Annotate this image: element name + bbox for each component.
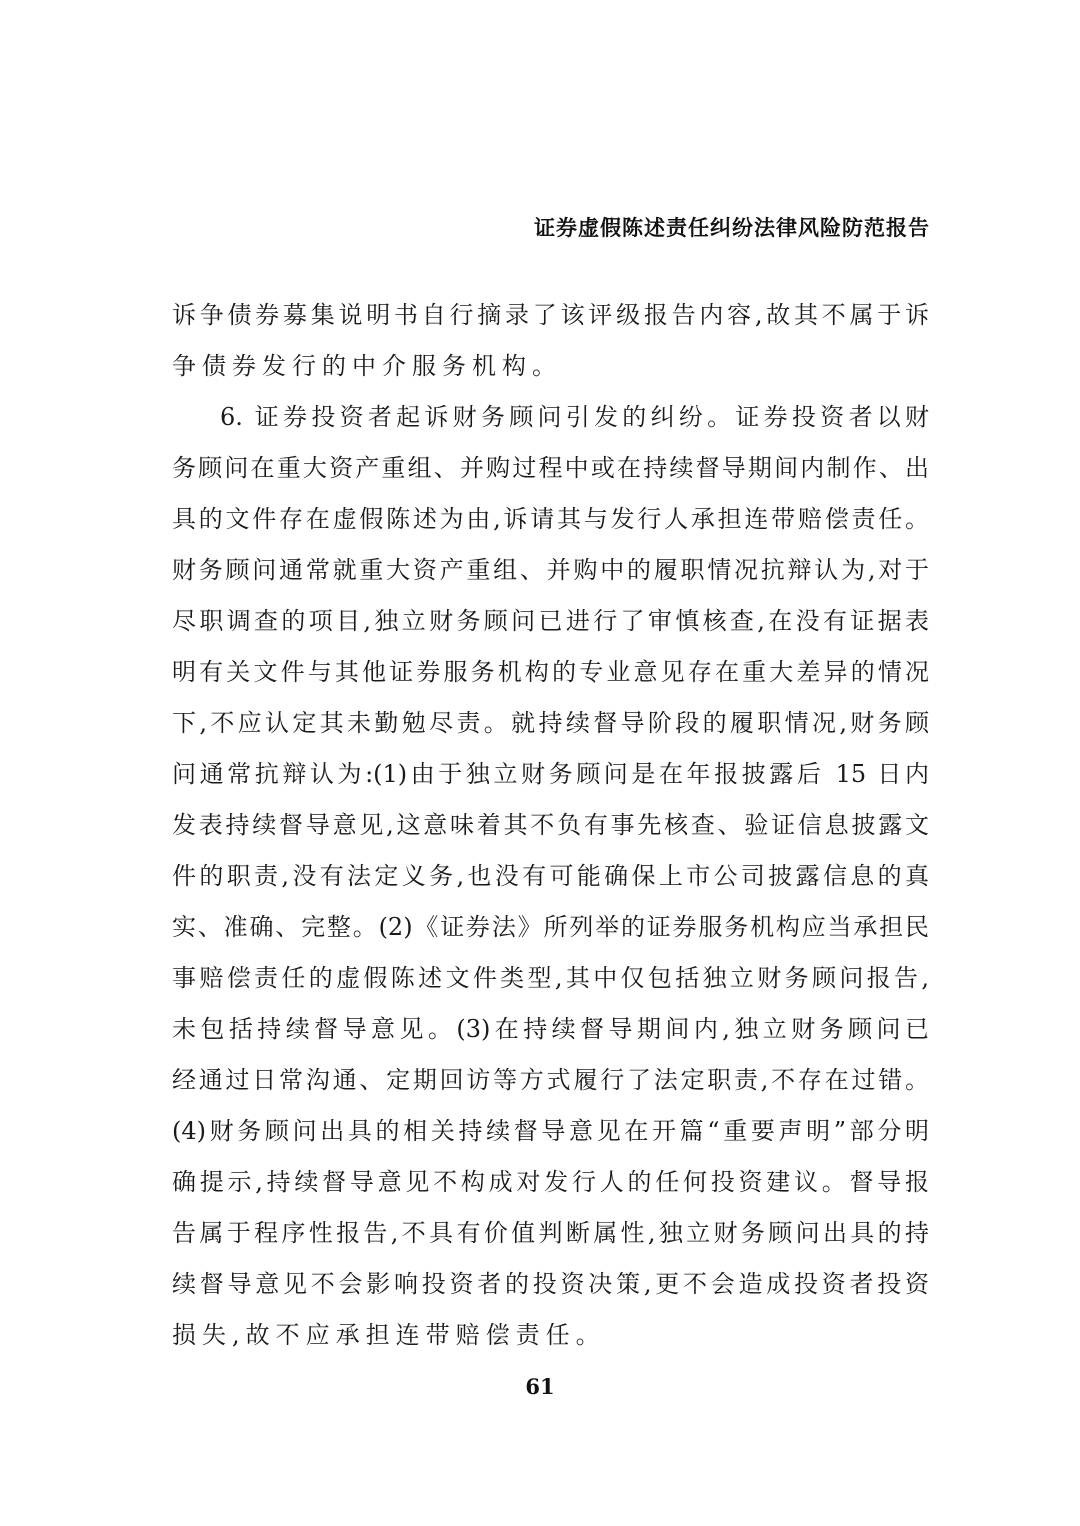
text-line: 损失,故不应承担连带赔偿责任。 bbox=[172, 1321, 606, 1349]
page-number: 61 bbox=[525, 1374, 555, 1399]
running-header: 证券虚假陈述责任纠纷法律风险防范报告 bbox=[534, 216, 930, 240]
text-line: 续督导意见不会影响投资者的投资决策,更不会造成投资者投资 bbox=[172, 1270, 929, 1298]
text-line: 争债券发行的中介服务机构。 bbox=[172, 352, 562, 380]
text-line: 尽职调查的项目,独立财务顾问已进行了审慎核查,在没有证据表 bbox=[172, 607, 929, 635]
text-line: 具的文件存在虚假陈述为由,诉请其与发行人承担连带赔偿责任。 bbox=[172, 505, 929, 533]
text-line: 件的职责,没有法定义务,也没有可能确保上市公司披露信息的真 bbox=[172, 862, 929, 890]
text-line: 实、准确、完整。(2)《证券法》所列举的证券服务机构应当承担民 bbox=[172, 913, 929, 941]
text-line: 务顾问在重大资产重组、并购过程中或在持续督导期间内制作、出 bbox=[172, 454, 929, 482]
text-line: 下,不应认定其未勤勉尽责。就持续督导阶段的履职情况,财务顾 bbox=[172, 709, 929, 737]
text-line: 告属于程序性报告,不具有价值判断属性,独立财务顾问出具的持 bbox=[172, 1219, 929, 1247]
text-line: 经通过日常沟通、定期回访等方式履行了法定职责,不存在过错。 bbox=[172, 1066, 929, 1094]
text-line: 财务顾问通常就重大资产重组、并购中的履职情况抗辩认为,对于 bbox=[172, 556, 929, 584]
text-line: 明有关文件与其他证券服务机构的专业意见存在重大差异的情况 bbox=[172, 658, 929, 686]
text-line: 6. 证券投资者起诉财务顾问引发的纠纷。证券投资者以财 bbox=[220, 403, 929, 431]
text-line: 未包括持续督导意见。(3)在持续督导期间内,独立财务顾问已 bbox=[172, 1015, 929, 1043]
text-line: 问通常抗辩认为:(1)由于独立财务顾问是在年报披露后 15 日内 bbox=[172, 760, 929, 788]
text-line: 发表持续督导意见,这意味着其不负有事先核查、验证信息披露文 bbox=[172, 811, 929, 839]
text-line: 诉争债券募集说明书自行摘录了该评级报告内容,故其不属于诉 bbox=[172, 301, 929, 329]
body-text bbox=[172, 290, 929, 1361]
text-line: 事赔偿责任的虚假陈述文件类型,其中仅包括独立财务顾问报告, bbox=[172, 964, 929, 992]
text-line: (4)财务顾问出具的相关持续督导意见在开篇“重要声明”部分明 bbox=[172, 1117, 929, 1145]
text-line: 确提示,持续督导意见不构成对发行人的任何投资建议。督导报 bbox=[172, 1168, 929, 1196]
